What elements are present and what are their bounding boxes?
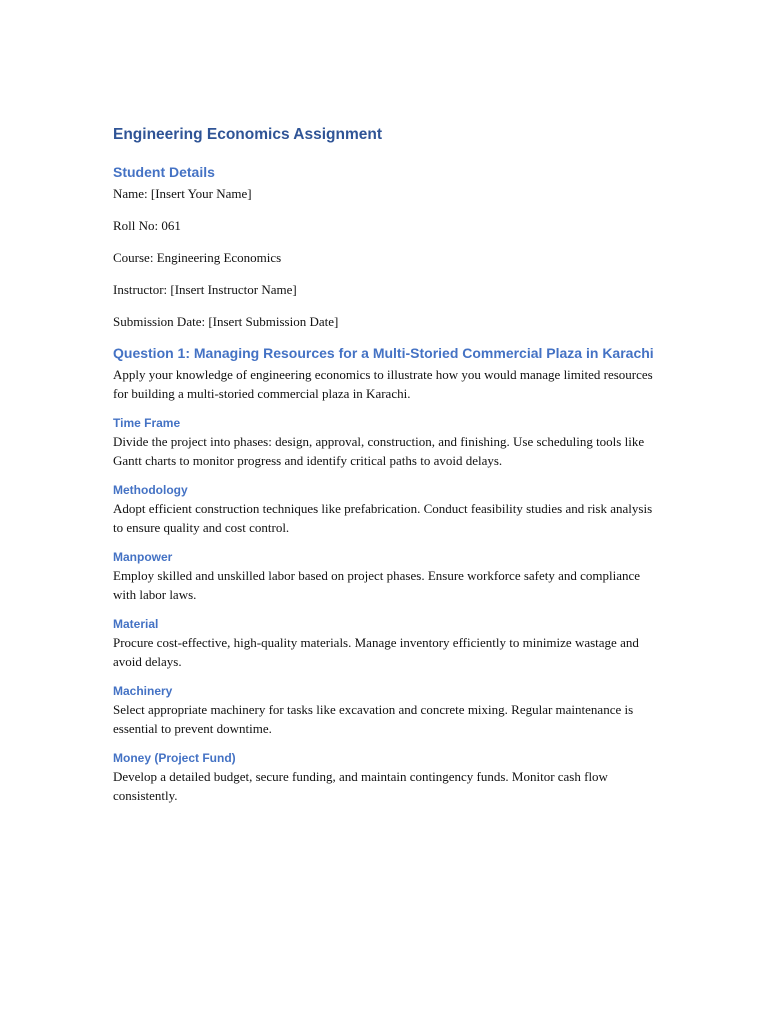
section-body: Employ skilled and unskilled labor based on project phases. Ensure workforce safety and compliance with labor laws.	[113, 568, 641, 602]
section-body: Procure cost-effective, high-quality materials. Manage inventory efficiently to minimize wastage and avoid delays.	[113, 635, 639, 669]
student-details-heading: Student Details	[113, 164, 215, 180]
section-material	[113, 615, 658, 671]
section-heading: Time Frame	[113, 416, 181, 430]
section-body: Adopt efficient construction techniques like prefabrication. Conduct feasibility studies and risk analysis to ensure quality and cost control.	[113, 501, 653, 535]
section-body: Divide the project into phases: design, approval, construction, and finishing. Use scheduling tools like Gantt charts to monitor progress and identify critical paths to avoid delays.	[113, 434, 645, 468]
section-heading: Methodology	[113, 483, 188, 497]
student-instructor: Instructor: [Insert Instructor Name]	[113, 282, 297, 297]
student-course: Course: Engineering Economics	[113, 250, 282, 265]
document-title: Engineering Economics Assignment	[113, 126, 383, 143]
section-time-frame	[113, 414, 658, 470]
student-roll-no: Roll No: 061	[113, 218, 181, 233]
section-methodology	[113, 481, 658, 537]
question-1-heading: Question 1: Managing Resources for a Multi-Storied Commercial Plaza in Karachi	[113, 345, 654, 361]
question-1-intro: Apply your knowledge of engineering economics to illustrate how you would manage limited resources for building a multi-storied commercial plaza in Karachi.	[113, 367, 653, 401]
section-manpower	[113, 548, 658, 604]
section-money	[113, 749, 658, 805]
student-name: Name: [Insert Your Name]	[113, 186, 252, 201]
section-body: Select appropriate machinery for tasks like excavation and concrete mixing. Regular maintenance is essential to prevent downtime.	[113, 702, 634, 736]
section-heading: Machinery	[113, 684, 173, 698]
section-heading: Money (Project Fund)	[113, 751, 236, 765]
section-body: Develop a detailed budget, secure funding, and maintain contingency funds. Monitor cash flow consistently.	[113, 769, 608, 803]
section-heading: Material	[113, 617, 159, 631]
document-page	[113, 124, 658, 816]
student-submission-date: Submission Date: [Insert Submission Date]	[113, 314, 339, 329]
section-machinery	[113, 682, 658, 738]
section-heading: Manpower	[113, 550, 173, 564]
